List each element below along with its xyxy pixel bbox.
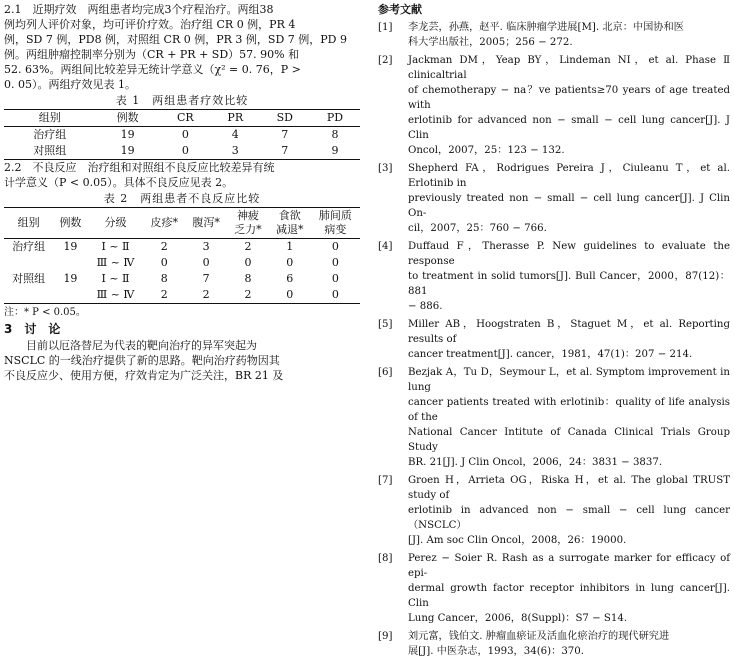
table-row [4, 127, 360, 144]
references-heading: 参考文献 [378, 3, 422, 16]
reference-number: [2] [378, 55, 393, 66]
table-cell: 2 [160, 288, 168, 301]
text-line: 2.1 近期疗效 两组患者均完成3个疗程治疗。两组38 [4, 3, 274, 16]
reference-item [378, 365, 730, 470]
text-line: 2.2 不良反应 治疗组和对照组不良反应比较差异有统 [4, 161, 275, 174]
table-cell: 7 [202, 272, 210, 285]
table-row [4, 271, 360, 287]
reference-line: 李龙芸，孙燕，赵平. 临床肿瘤学进展[M]. 北京：中国协和医 [408, 22, 684, 33]
table2-note: 注：* P < 0.05。 [4, 307, 86, 318]
text-line: 0. 05）。两组疗效见表 1。 [4, 78, 136, 91]
table-header-row [4, 208, 360, 239]
reference-line: − 886. [408, 301, 443, 312]
section-3-heading: 3 讨 论 [4, 322, 61, 336]
reference-line: erlotinib for advanced non − small − cell lung cancer[J]. J Clin [408, 115, 730, 141]
reference-line: previously treated non − small − cell lung cancer[J]. J Clin On- [408, 193, 730, 219]
reference-number: [7] [378, 475, 393, 486]
table-cell [53, 287, 88, 304]
reference-line: Bezjak A，Tu D，Seymour L，et al. Symptom improvement in lung [408, 367, 730, 393]
table-header-cell: PR [211, 110, 260, 127]
table2-adverse-reactions [4, 207, 360, 304]
table-header-cell: 例数 [95, 110, 159, 127]
table-cell: Ⅲ ~ Ⅳ [96, 288, 135, 301]
table-row [4, 255, 360, 271]
table-row [4, 239, 360, 256]
table1-caption: 表 1 两组患者疗效比较 [115, 94, 249, 107]
reference-line: Duffaud F，Therasse P. New guidelines to evaluate the response [408, 241, 730, 267]
reference-line: 刘元富，钱伯文. 肿瘤血瘀证及活血化瘀治疗的现代研究进 [408, 631, 670, 642]
table-cell: 3 [231, 144, 239, 157]
text-line: 52. 63%。两组间比较差异无统计学意义（χ² = 0. 76，P > [4, 63, 301, 76]
reference-line: of chemotherapy − na？ve patients≥70 years of age treated with [408, 85, 730, 111]
reference-line: Groen H，Arrieta OG，Riska H，et al. The global TRUST study of [408, 475, 730, 501]
reference-line: National Cancer Intitute of Canada Clinical Trials Group Study [408, 427, 730, 453]
table-cell: 4 [231, 128, 239, 141]
table-cell: 对照组 [33, 144, 67, 157]
table-cell [4, 255, 53, 271]
reference-line: cancer treatment[J]. cancer，1981，47(1)：207 − 214. [408, 349, 693, 360]
table2-caption: 表 2 两组患者不良反应比较 [103, 192, 261, 205]
reference-line: BR. 21[J]. J Clin Oncol，2006，24：3831 − 3837. [408, 457, 663, 468]
table-header-cell: 食欲 减退* [269, 208, 311, 239]
table-header-cell: CR [160, 110, 211, 127]
reference-line: Perez − Soier R. Rash as a surrogate marker for efficacy of epi- [408, 553, 730, 579]
table-cell: 0 [286, 288, 294, 301]
table-cell: 0 [202, 256, 210, 269]
table-cell: 19 [120, 144, 135, 157]
reference-line: Shepherd FA，Rodrigues Pereira J，Ciuleanu T，et al. Erlotinib in [408, 163, 730, 189]
reference-line: dermal growth factor receptor inhibitors in lung cancer[J]. Clin [408, 583, 730, 609]
discussion-paragraph [4, 338, 360, 383]
table-row [4, 143, 360, 160]
table-cell: 0 [331, 272, 339, 285]
table-cell: 7 [281, 128, 289, 141]
reference-line: Miller AB，Hoogstraten B，Staguet M，et al. Reporting results of [408, 319, 730, 345]
reference-number: [6] [378, 367, 393, 378]
table-header-cell: 皮疹* [143, 208, 185, 239]
table-cell: 2 [202, 288, 210, 301]
table-header-cell: 肺间质 病变 [311, 208, 360, 239]
table-cell: 0 [181, 144, 189, 157]
reference-line: [J]. Am soc Clin Oncol，2008，26：19000. [408, 535, 627, 546]
table-header-cell: 组别 [4, 110, 95, 127]
table-cell: 对照组 [12, 272, 46, 285]
reference-text [408, 473, 730, 548]
table-cell: 19 [63, 240, 78, 253]
table-cell: Ⅲ ~ Ⅳ [96, 256, 135, 269]
reference-item [378, 629, 730, 659]
table-cell: 2 [244, 288, 252, 301]
table-cell: 0 [244, 256, 252, 269]
reference-number: [5] [378, 319, 393, 330]
reference-item [378, 53, 730, 158]
reference-text [408, 161, 730, 236]
text-line: 不良反应少、使用方便，疗效肯定为广泛关注，BR 21 及 [4, 369, 284, 382]
reference-text [408, 365, 730, 470]
table-cell: Ⅰ ~ Ⅱ [101, 272, 130, 285]
table-cell: 0 [160, 256, 168, 269]
table-cell [53, 255, 88, 271]
table-header-row [4, 110, 360, 127]
table-cell [4, 287, 53, 304]
reference-item [378, 161, 730, 236]
reference-text [408, 551, 730, 626]
table-header-cell: SD [260, 110, 310, 127]
table-cell: 0 [331, 256, 339, 269]
table-header-cell: 例数 [53, 208, 88, 239]
table-header-cell: 分级 [88, 208, 144, 239]
table-header-cell: 神疲 乏力* [227, 208, 269, 239]
reference-number: [3] [378, 163, 393, 174]
table-cell: 1 [286, 240, 294, 253]
reference-text [408, 317, 730, 362]
table-cell: 9 [331, 144, 339, 157]
reference-number: [8] [378, 553, 393, 564]
reference-line: 科大学出版社，2005；256 − 272. [408, 37, 573, 48]
table-cell: 2 [244, 240, 252, 253]
reference-line: cancer patients treated with erlotinib：quality of life analysis of the [408, 397, 730, 423]
table-cell: 19 [120, 128, 135, 141]
left-column [4, 2, 360, 383]
reference-line: 展[J]. 中医杂志，1993，34(6)：370. [408, 646, 585, 657]
table-cell: 7 [281, 144, 289, 157]
table-cell: 6 [286, 272, 294, 285]
text-line: 例，SD 7 例，PD8 例，对照组 CR 0 例，PR 3 例，SD 7 例，PD 9 [4, 33, 347, 46]
reference-text [408, 53, 730, 158]
table-header-cell: 腹泻* [185, 208, 227, 239]
table-header-cell: 组别 [4, 208, 53, 239]
table-header-cell: PD [310, 110, 360, 127]
reference-list [378, 20, 730, 659]
reference-item [378, 239, 730, 314]
text-line: 例均列人评价对象，均可评价疗效。治疗组 CR 0 例，PR 4 [4, 18, 296, 31]
reference-text [408, 239, 730, 314]
reference-number: [9] [378, 631, 393, 642]
reference-item [378, 473, 730, 548]
reference-line: Lung Cancer，2006，8(Suppl)：S7 − S14. [408, 613, 628, 624]
reference-line: to treatment in solid tumors[J]. Bull Cancer，2000，87(12)：881 [408, 271, 730, 297]
reference-text [408, 20, 730, 50]
reference-item [378, 20, 730, 50]
table-cell: 治疗组 [12, 240, 46, 253]
table-cell: 2 [160, 240, 168, 253]
table-cell: 8 [244, 272, 252, 285]
reference-item [378, 317, 730, 362]
table-cell: 0 [286, 256, 294, 269]
table-cell: 治疗组 [33, 128, 67, 141]
reference-item [378, 551, 730, 626]
reference-number: [1] [378, 22, 393, 33]
references-column [378, 2, 730, 662]
reference-line: cil，2007，25：760 − 766. [408, 223, 547, 234]
section-2-2-paragraph [4, 160, 360, 190]
text-line: NSCLC 的一线治疗提供了新的思路。靶向治疗药物因其 [4, 354, 280, 367]
section-2-1-paragraph [4, 2, 360, 92]
text-line: 例。两组肿瘤控制率分别为（CR + PR + SD）57. 90% 和 [4, 48, 300, 61]
table-row [4, 287, 360, 304]
table-cell: 8 [160, 272, 168, 285]
table-cell: 0 [181, 128, 189, 141]
reference-line: erlotinib in advanced non − small − cell lung cancer（NSCLC） [408, 505, 730, 531]
reference-number: [4] [378, 241, 393, 252]
table-cell: Ⅰ ~ Ⅱ [101, 240, 130, 253]
table-cell: 0 [331, 288, 339, 301]
table-cell: 8 [331, 128, 339, 141]
table-cell: 3 [202, 240, 210, 253]
text-line: 计学意义（P < 0.05）。具体不良反应见表 2。 [4, 176, 234, 189]
reference-line: Oncol，2007，25：123 − 132. [408, 145, 565, 156]
table1-efficacy [4, 109, 360, 160]
table-cell: 0 [331, 240, 339, 253]
text-line: 目前以厄洛替尼为代表的靶向治疗的异军突起为 [26, 339, 257, 352]
reference-text [408, 629, 730, 659]
table-cell: 19 [63, 272, 78, 285]
reference-line: Jackman DM，Yeap BY，Lindeman NI，et al. Phase Ⅱ clinicaltrial [408, 55, 730, 81]
